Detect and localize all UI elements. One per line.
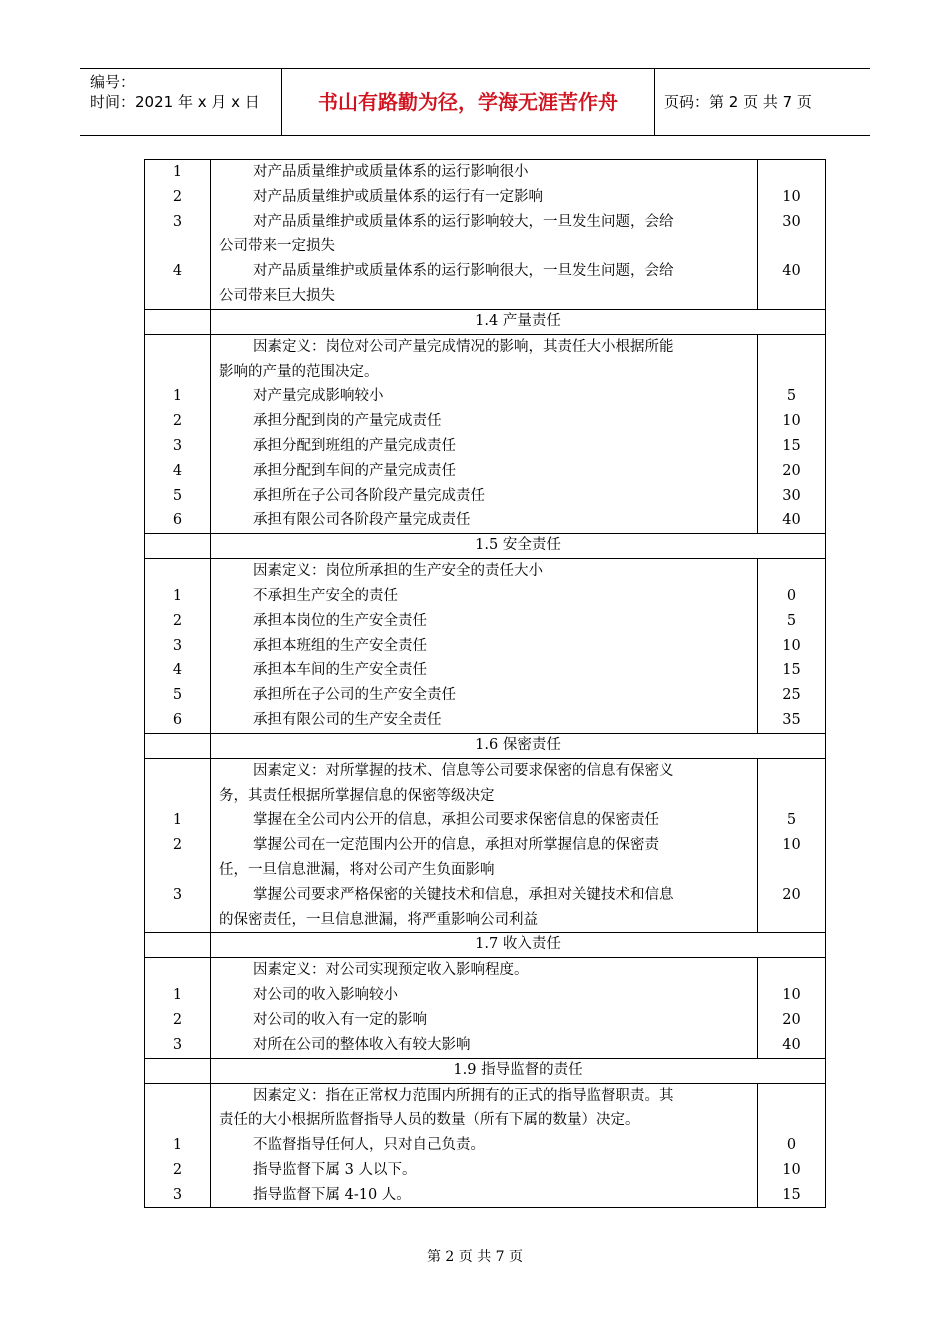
level-number: 1 bbox=[172, 1137, 183, 1154]
level-number: 1 bbox=[172, 587, 183, 604]
description-column bbox=[211, 334, 758, 533]
level-description-line: 对产品质量维护或质量体系的运行影响很大，一旦发生问题，会给 bbox=[253, 263, 674, 280]
level-number bbox=[145, 335, 210, 360]
level-score: 30 bbox=[782, 487, 801, 504]
level-number: 2 bbox=[172, 413, 183, 430]
level-description-line: 指导监督下属 4-10 人。 bbox=[253, 1186, 411, 1203]
level-number-column bbox=[145, 1083, 211, 1208]
section-title: 1.6 保密责任 bbox=[211, 733, 826, 758]
level-number-continuation bbox=[145, 1108, 210, 1133]
level-score: 30 bbox=[782, 213, 801, 230]
level-score bbox=[758, 759, 825, 784]
level-number: 3 bbox=[172, 213, 183, 230]
level-description-line: 承担本岗位的生产安全责任 bbox=[253, 612, 427, 629]
level-score: 10 bbox=[782, 637, 801, 654]
level-number: 1 bbox=[172, 812, 183, 829]
level-score-continuation bbox=[758, 858, 825, 883]
score-column bbox=[758, 334, 826, 533]
header-motto: 书山有路勤为径，学海无涯苦作舟 bbox=[282, 69, 655, 135]
level-description-line: 任，一旦信息泄漏，将对公司产生负面影响 bbox=[219, 861, 495, 878]
level-score: 20 bbox=[782, 462, 801, 479]
level-number: 3 bbox=[172, 437, 183, 454]
section-title-spacer bbox=[145, 933, 211, 958]
level-number-column bbox=[145, 334, 211, 533]
level-description-line: 对产品质量维护或质量体系的运行有一定影响 bbox=[253, 188, 543, 205]
header-meta bbox=[80, 69, 282, 135]
level-number-continuation bbox=[145, 234, 210, 259]
description-column bbox=[211, 758, 758, 933]
level-description-line: 的保密责任，一旦信息泄漏，将严重影响公司利益 bbox=[219, 911, 538, 928]
level-score bbox=[758, 160, 825, 185]
level-score bbox=[758, 335, 825, 360]
level-number bbox=[145, 559, 210, 584]
level-number bbox=[145, 1084, 210, 1109]
level-number-column bbox=[145, 160, 211, 310]
level-description-line: 对产品质量维护或质量体系的运行影响较大，一旦发生问题，会给 bbox=[253, 213, 674, 230]
page-footer: 第 2 页 共 7 页 bbox=[426, 1249, 524, 1265]
level-score-continuation bbox=[758, 784, 825, 809]
section-title: 1.5 安全责任 bbox=[211, 534, 826, 559]
level-score: 10 bbox=[782, 837, 801, 854]
description-column bbox=[211, 958, 758, 1058]
section-title: 1.4 产量责任 bbox=[211, 309, 826, 334]
level-number: 1 bbox=[172, 164, 183, 180]
section-title-row bbox=[145, 309, 826, 334]
level-description-line: 对所在公司的整体收入有较大影响 bbox=[253, 1036, 471, 1053]
level-score: 10 bbox=[782, 188, 801, 205]
level-number: 3 bbox=[172, 637, 183, 654]
level-number: 3 bbox=[172, 1036, 183, 1053]
level-number-continuation bbox=[145, 360, 210, 385]
score-column bbox=[758, 559, 826, 734]
responsibility-grading-table bbox=[144, 159, 826, 1208]
level-number bbox=[145, 759, 210, 784]
level-score: 20 bbox=[782, 886, 801, 903]
level-description-line: 责任的大小根据所监督指导人员的数量（所有下属的数量）决定。 bbox=[219, 1112, 640, 1129]
level-description-line: 对公司的收入有一定的影响 bbox=[253, 1011, 427, 1028]
level-description-line: 对产品质量维护或质量体系的运行影响很小 bbox=[253, 164, 529, 180]
level-number: 2 bbox=[172, 1011, 183, 1028]
level-description-line: 承担所在子公司的生产安全责任 bbox=[253, 687, 456, 704]
level-score bbox=[758, 1084, 825, 1109]
level-score: 15 bbox=[782, 662, 801, 679]
description-column bbox=[211, 1083, 758, 1208]
description-column bbox=[211, 559, 758, 734]
level-description-line: 公司带来一定损失 bbox=[219, 238, 335, 255]
level-description-line: 承担有限公司各阶段产量完成责任 bbox=[253, 512, 471, 529]
level-description-line: 承担分配到班组的产量完成责任 bbox=[253, 437, 456, 454]
score-column bbox=[758, 1083, 826, 1208]
section-body-row bbox=[145, 334, 826, 533]
factor-definition-line: 因素定义：对所掌握的技术、信息等公司要求保密的信息有保密义 bbox=[253, 762, 674, 779]
level-number-column bbox=[145, 958, 211, 1058]
level-score-continuation bbox=[758, 234, 825, 259]
level-number-continuation bbox=[145, 784, 210, 809]
level-score: 40 bbox=[782, 1036, 801, 1053]
level-score: 20 bbox=[782, 1011, 801, 1028]
level-description-line: 指导监督下属 3 人以下。 bbox=[253, 1161, 417, 1178]
document-date-label: 时间：2021 年 x 月 x 日 bbox=[90, 93, 260, 111]
level-score-continuation bbox=[758, 360, 825, 385]
level-score: 5 bbox=[786, 388, 797, 405]
section-body-row bbox=[145, 1083, 826, 1208]
section-body-row bbox=[145, 958, 826, 1058]
level-description-line: 影响的产量的范围决定。 bbox=[219, 363, 379, 380]
section-title-row bbox=[145, 1058, 826, 1083]
score-column bbox=[758, 958, 826, 1058]
level-description-line: 承担分配到车间的产量完成责任 bbox=[253, 462, 456, 479]
header-page-number: 页码：第 2 页 共 7 页 bbox=[664, 93, 812, 111]
section-title: 1.7 收入责任 bbox=[211, 933, 826, 958]
level-description-line: 承担本车间的生产安全责任 bbox=[253, 662, 427, 679]
level-description-line: 对公司的收入影响较小 bbox=[253, 987, 398, 1004]
level-score: 0 bbox=[786, 587, 797, 604]
score-column bbox=[758, 758, 826, 933]
level-number: 2 bbox=[172, 612, 183, 629]
section-title-spacer bbox=[145, 1058, 211, 1083]
section-title-spacer bbox=[145, 534, 211, 559]
section-body-row bbox=[145, 758, 826, 933]
document-number-label: 编号： bbox=[90, 73, 136, 91]
level-description-line: 掌握在全公司内公开的信息，承担公司要求保密信息的保密责任 bbox=[253, 812, 659, 829]
level-number-continuation bbox=[145, 908, 210, 933]
level-score-continuation bbox=[758, 1108, 825, 1133]
section-title-row bbox=[145, 534, 826, 559]
level-score: 10 bbox=[782, 1161, 801, 1178]
score-column bbox=[758, 160, 826, 310]
level-score: 0 bbox=[786, 1137, 797, 1154]
level-description-line: 务，其责任根据所掌握信息的保密等级决定 bbox=[219, 787, 495, 804]
level-number: 3 bbox=[172, 1186, 183, 1203]
section-title-row bbox=[145, 733, 826, 758]
level-number-continuation bbox=[145, 858, 210, 883]
factor-definition-line: 因素定义：对公司实现预定收入影响程度。 bbox=[253, 962, 529, 979]
level-score-continuation bbox=[758, 284, 825, 309]
section-title-spacer bbox=[145, 309, 211, 334]
section-body-row bbox=[145, 160, 826, 310]
section-title: 1.9 指导监督的责任 bbox=[211, 1058, 826, 1083]
level-description-line: 对产量完成影响较小 bbox=[253, 388, 384, 405]
level-score bbox=[758, 958, 825, 983]
level-number: 5 bbox=[172, 687, 183, 704]
level-number: 1 bbox=[172, 987, 183, 1004]
level-description-line: 不承担生产安全的责任 bbox=[253, 587, 398, 604]
level-description-line: 掌握公司在一定范围内公开的信息，承担对所掌握信息的保密责 bbox=[253, 837, 659, 854]
level-description-line: 承担有限公司的生产安全责任 bbox=[253, 711, 442, 728]
description-column bbox=[211, 160, 758, 310]
level-number: 3 bbox=[172, 886, 183, 903]
level-score: 5 bbox=[786, 812, 797, 829]
level-score: 25 bbox=[782, 687, 801, 704]
level-description-line: 承担所在子公司各阶段产量完成责任 bbox=[253, 487, 485, 504]
level-number: 2 bbox=[172, 1161, 183, 1178]
factor-definition-line: 因素定义：岗位所承担的生产安全的责任大小 bbox=[253, 563, 543, 580]
section-title-row bbox=[145, 933, 826, 958]
level-number: 1 bbox=[172, 388, 183, 405]
level-score: 15 bbox=[782, 1186, 801, 1203]
level-description-line: 承担本班组的生产安全责任 bbox=[253, 637, 427, 654]
section-title-spacer bbox=[145, 733, 211, 758]
page-header bbox=[80, 68, 870, 136]
level-number: 6 bbox=[172, 512, 183, 529]
level-number: 2 bbox=[172, 837, 183, 854]
level-description-line: 不监督指导任何人，只对自己负责。 bbox=[253, 1137, 485, 1154]
level-score: 40 bbox=[782, 512, 801, 529]
level-number: 5 bbox=[172, 487, 183, 504]
level-description-line: 掌握公司要求严格保密的关键技术和信息，承担对关键技术和信息 bbox=[253, 886, 674, 903]
level-score bbox=[758, 559, 825, 584]
level-score: 35 bbox=[782, 711, 801, 728]
level-number-column bbox=[145, 758, 211, 933]
level-number: 4 bbox=[172, 662, 183, 679]
factor-definition-line: 因素定义：指在正常权力范围内所拥有的正式的指导监督职责。其 bbox=[253, 1087, 674, 1104]
factor-definition-line: 因素定义：岗位对公司产量完成情况的影响，其责任大小根据所能 bbox=[253, 338, 674, 355]
level-number: 4 bbox=[172, 462, 183, 479]
level-score: 5 bbox=[786, 612, 797, 629]
level-description-line: 承担分配到岗的产量完成责任 bbox=[253, 413, 442, 430]
level-score-continuation bbox=[758, 908, 825, 933]
level-number bbox=[145, 958, 210, 983]
level-score: 15 bbox=[782, 437, 801, 454]
level-score: 40 bbox=[782, 263, 801, 280]
level-score: 10 bbox=[782, 987, 801, 1004]
level-number-column bbox=[145, 559, 211, 734]
level-number: 4 bbox=[172, 263, 183, 280]
section-body-row bbox=[145, 559, 826, 734]
level-number: 6 bbox=[172, 711, 183, 728]
level-score: 10 bbox=[782, 413, 801, 430]
level-description-line: 公司带来巨大损失 bbox=[219, 287, 335, 304]
level-number: 2 bbox=[172, 188, 183, 205]
level-number-continuation bbox=[145, 284, 210, 309]
